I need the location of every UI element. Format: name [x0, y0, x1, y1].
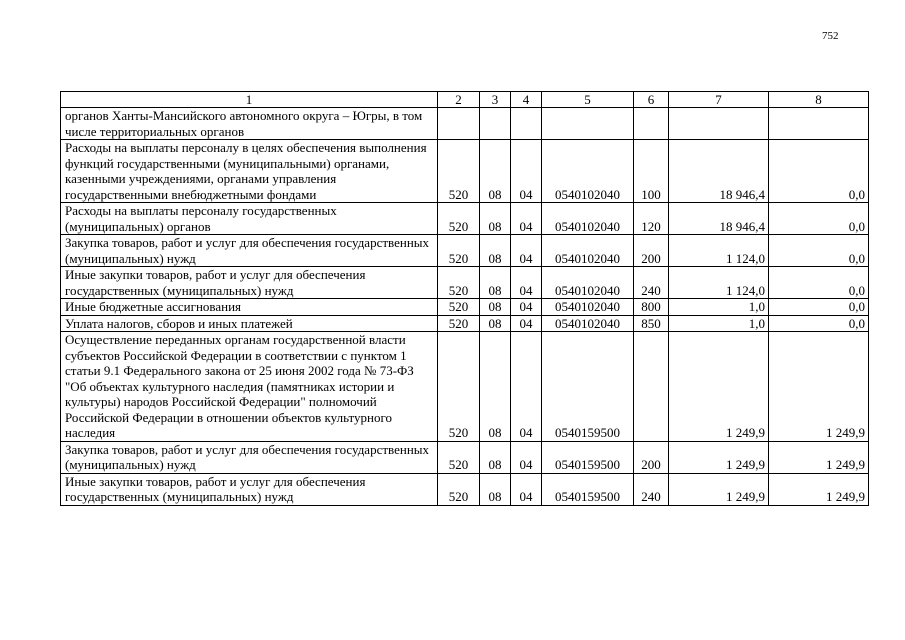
cell-amount-2: 1 249,9 — [769, 441, 869, 473]
cell-subsection: 04 — [511, 203, 542, 235]
budget-table — [60, 91, 869, 506]
column-header: 3 — [480, 92, 511, 108]
table-row — [61, 441, 869, 473]
cell-subsection: 04 — [511, 332, 542, 442]
table-row — [61, 299, 869, 316]
cell-section: 08 — [480, 299, 511, 316]
cell-amount-1: 18 946,4 — [669, 140, 769, 203]
cell-subsection: 04 — [511, 267, 542, 299]
cell-expense-type: 240 — [634, 473, 669, 505]
cell-admin-code: 520 — [438, 299, 480, 316]
table-row — [61, 473, 869, 505]
column-header: 8 — [769, 92, 869, 108]
page-number: 752 — [822, 30, 839, 42]
cell-amount-1: 1 124,0 — [669, 235, 769, 267]
cell-target-article: 0540159500 — [542, 332, 634, 442]
column-header: 6 — [634, 92, 669, 108]
cell-target-article: 0540102040 — [542, 203, 634, 235]
cell-target-article: 0540102040 — [542, 140, 634, 203]
table-row — [61, 315, 869, 332]
cell-admin-code: 520 — [438, 140, 480, 203]
row-name: Иные закупки товаров, работ и услуг для обеспечения государственных (муниципальных) нужд — [61, 473, 438, 505]
cell-section: 08 — [480, 473, 511, 505]
cell-amount-1: 1 249,9 — [669, 441, 769, 473]
header-row — [61, 92, 869, 108]
table-row — [61, 203, 869, 235]
cell-amount-2: 0,0 — [769, 235, 869, 267]
cell-amount-2: 0,0 — [769, 140, 869, 203]
cell-expense-type: 240 — [634, 267, 669, 299]
cell-amount-1: 1,0 — [669, 315, 769, 332]
column-header: 4 — [511, 92, 542, 108]
cell-amount-2: 1 249,9 — [769, 473, 869, 505]
row-name: Иные закупки товаров, работ и услуг для обеспечения государственных (муниципальных) нужд — [61, 267, 438, 299]
row-name: Иные бюджетные ассигнования — [61, 299, 438, 316]
cell-subsection: 04 — [511, 299, 542, 316]
cell-admin-code: 520 — [438, 332, 480, 442]
table-row — [61, 332, 869, 442]
cell-expense-type: 200 — [634, 441, 669, 473]
cell-target-article: 0540102040 — [542, 267, 634, 299]
cell-admin-code: 520 — [438, 203, 480, 235]
cell-subsection — [511, 108, 542, 140]
cell-expense-type: 800 — [634, 299, 669, 316]
cell-admin-code: 520 — [438, 441, 480, 473]
cell-target-article: 0540102040 — [542, 299, 634, 316]
cell-target-article: 0540159500 — [542, 473, 634, 505]
cell-expense-type — [634, 108, 669, 140]
cell-amount-1 — [669, 108, 769, 140]
cell-section: 08 — [480, 441, 511, 473]
cell-target-article: 0540102040 — [542, 315, 634, 332]
table-row — [61, 235, 869, 267]
row-name: Расходы на выплаты персоналу государственных (муниципальных) органов — [61, 203, 438, 235]
cell-section: 08 — [480, 203, 511, 235]
cell-subsection: 04 — [511, 235, 542, 267]
cell-target-article: 0540102040 — [542, 235, 634, 267]
cell-expense-type — [634, 332, 669, 442]
row-name: Уплата налогов, сборов и иных платежей — [61, 315, 438, 332]
cell-section: 08 — [480, 332, 511, 442]
column-header: 1 — [61, 92, 438, 108]
cell-amount-2: 1 249,9 — [769, 332, 869, 442]
table-row — [61, 140, 869, 203]
column-header: 7 — [669, 92, 769, 108]
cell-section: 08 — [480, 267, 511, 299]
cell-amount-1: 1 124,0 — [669, 267, 769, 299]
row-name: органов Ханты-Мансийского автономного округа – Югры, в том числе территориальных органов — [61, 108, 438, 140]
cell-section: 08 — [480, 315, 511, 332]
cell-subsection: 04 — [511, 441, 542, 473]
cell-amount-2 — [769, 108, 869, 140]
cell-expense-type: 120 — [634, 203, 669, 235]
cell-amount-2: 0,0 — [769, 203, 869, 235]
cell-admin-code: 520 — [438, 235, 480, 267]
table-row — [61, 108, 869, 140]
cell-amount-2: 0,0 — [769, 267, 869, 299]
cell-subsection: 04 — [511, 473, 542, 505]
row-name: Осуществление переданных органам государственной власти субъектов Российской Федерации в соответствии с пунктом 1 статьи 9.1 Федерального закона от 25 июня 2002 года № 73-ФЗ "Об объектах культурного наследия (памятниках истории и культуры) народов Российской Федерации" полномочий Российской Федерации в отношении объектов культурного наследия — [61, 332, 438, 442]
table-row — [61, 267, 869, 299]
cell-expense-type: 100 — [634, 140, 669, 203]
row-name: Расходы на выплаты персоналу в целях обеспечения выполнения функций государственными (муниципальными) органами, казенными учреждениями, органами управления государственными внебюджетными фондами — [61, 140, 438, 203]
cell-section: 08 — [480, 235, 511, 267]
cell-subsection: 04 — [511, 140, 542, 203]
cell-section — [480, 108, 511, 140]
cell-amount-2: 0,0 — [769, 299, 869, 316]
cell-admin-code: 520 — [438, 473, 480, 505]
row-name: Закупка товаров, работ и услуг для обеспечения государственных (муниципальных) нужд — [61, 441, 438, 473]
cell-amount-1: 18 946,4 — [669, 203, 769, 235]
cell-expense-type: 850 — [634, 315, 669, 332]
cell-amount-1: 1 249,9 — [669, 473, 769, 505]
cell-admin-code: 520 — [438, 267, 480, 299]
cell-section: 08 — [480, 140, 511, 203]
cell-amount-1: 1 249,9 — [669, 332, 769, 442]
column-header: 5 — [542, 92, 634, 108]
cell-target-article — [542, 108, 634, 140]
column-header: 2 — [438, 92, 480, 108]
cell-admin-code: 520 — [438, 315, 480, 332]
cell-subsection: 04 — [511, 315, 542, 332]
row-name: Закупка товаров, работ и услуг для обеспечения государственных (муниципальных) нужд — [61, 235, 438, 267]
cell-expense-type: 200 — [634, 235, 669, 267]
cell-target-article: 0540159500 — [542, 441, 634, 473]
cell-amount-2: 0,0 — [769, 315, 869, 332]
cell-amount-1: 1,0 — [669, 299, 769, 316]
cell-admin-code — [438, 108, 480, 140]
